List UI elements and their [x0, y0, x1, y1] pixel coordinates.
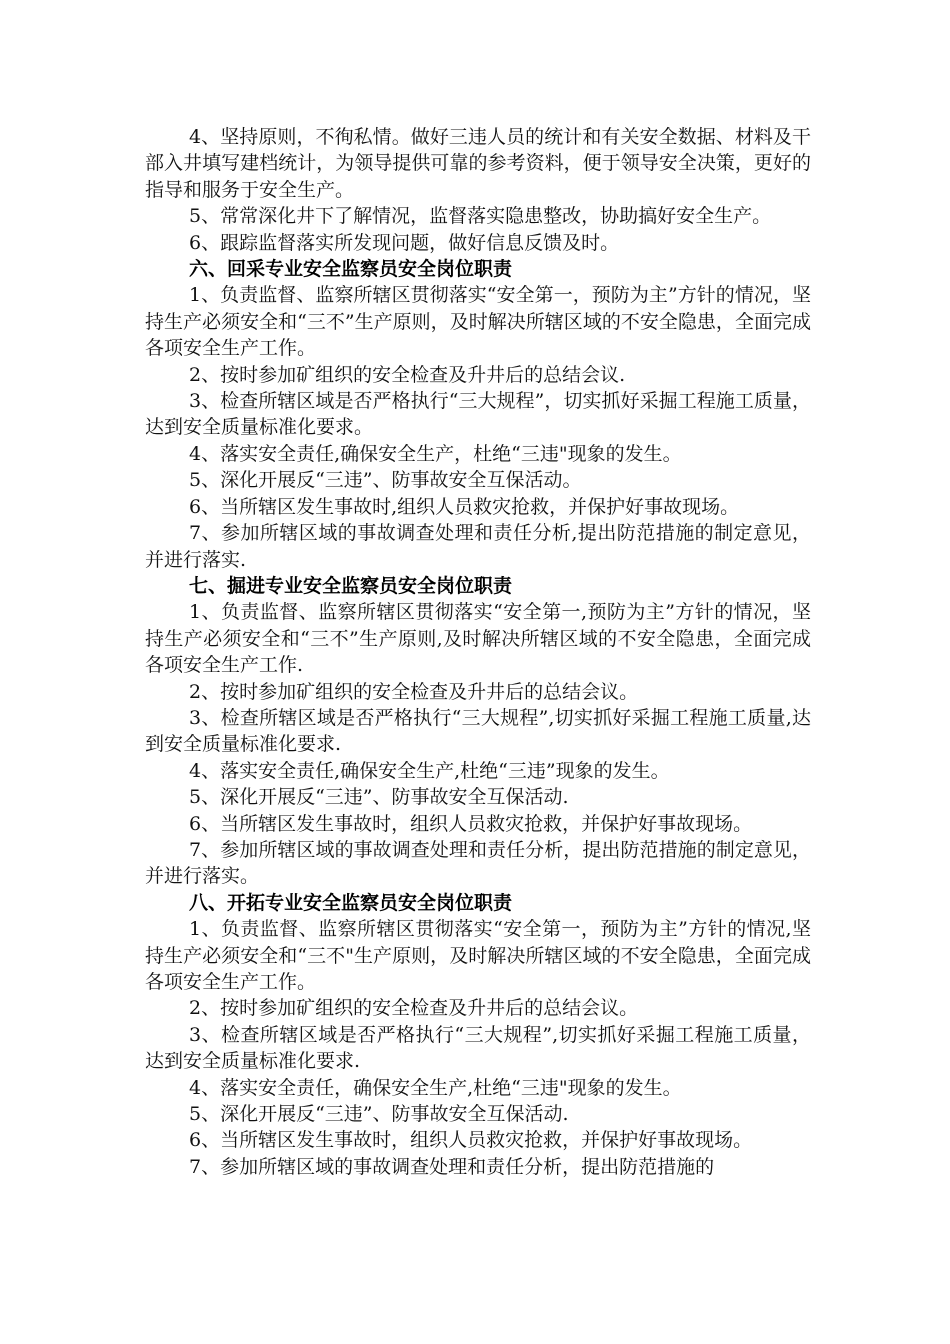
section-6-item-2: 2、按时参加矿组织的安全检查及升井后的总结会议.	[189, 363, 626, 386]
section-8-item-1: 1、负责监督、监察所辖区贯彻落实“安全第一，预防为主”方针的情况,坚持生产必须安全和“三不"生产原则，及时解决所辖区域的不安全隐患，全面完成各项安全生产工作。	[145, 918, 811, 993]
section-7-item-5: 5、深化开展反“三违”、防事故安全互保活动.	[189, 786, 569, 809]
section-6-item-7: 7、参加所辖区域的事故调查处理和责任分析,提出防范措施的制定意见，并进行落实.	[145, 522, 811, 571]
section-7-item-4: 4、落实安全责任,确保安全生产,杜绝“三违”现象的发生。	[189, 759, 670, 782]
section-6-item-1: 1、负责监督、监察所辖区贯彻落实“安全第一，预防为主”方针的情况，坚持生产必须安全和“三不”生产原则，及时解决所辖区域的不安全隐患，全面完成各项安全生产工作。	[145, 284, 811, 360]
section-8-item-4: 4、落实安全责任，确保安全生产,杜绝“三违"现象的发生。	[189, 1076, 682, 1099]
section-8-item-6: 6、当所辖区发生事故时，组织人员救灾抢救，并保护好事故现场。	[189, 1129, 753, 1152]
section-heading-8: 八、开拓专业安全监察员安全岗位职责	[189, 891, 513, 914]
section-7-item-1: 1、负责监督、监察所辖区贯彻落实“安全第一,预防为主”方针的情况，坚持生产必须安全和“三不”生产原则,及时解决所辖区域的不安全隐患，全面完成各项安全生产工作.	[145, 601, 811, 677]
section-6-item-6: 6、当所辖区发生事故时,组织人员救灾抢救，并保护好事故现场。	[189, 495, 740, 518]
section-7-item-3: 3、检查所辖区域是否严格执行“三大规程”,切实抓好采掘工程施工质量,达到安全质量标准化要求.	[145, 706, 811, 756]
section-heading-7: 七、掘进专业安全监察员安全岗位职责	[189, 574, 513, 597]
section-6-item-3: 3、检查所辖区域是否严格执行“三大规程”，切实抓好采掘工程施工质量，达到安全质量标准化要求。	[145, 390, 811, 439]
intro-item: 5、常常深化井下了解情况，监督落实隐患整改，协助搞好安全生产。	[189, 205, 772, 228]
section-heading-6: 六、回采专业安全监察员安全岗位职责	[189, 258, 513, 281]
intro-item: 4、坚持原则，不徇私情。做好三违人员的统计和有关安全数据、材料及干部入井填写建档统计，为领导提供可靠的参考资料，便于领导安全决策，更好的指导和服务于安全生产。	[145, 126, 811, 201]
section-8-item-3: 3、检查所辖区域是否严格执行“三大规程”,切实抓好采掘工程施工质量，达到安全质量标准化要求.	[145, 1023, 811, 1073]
section-7-item-7: 7、参加所辖区域的事故调查处理和责任分析，提出防范措施的制定意见，并进行落实。	[145, 838, 811, 888]
section-6-item-4: 4、落实安全责任,确保安全生产，杜绝“三违"现象的发生。	[189, 442, 682, 465]
intro-item: 6、跟踪监督落实所发现问题，做好信息反馈及时。	[189, 231, 620, 254]
section-6-item-5: 5、深化开展反“三违”、防事故安全互保活动。	[189, 469, 582, 492]
section-8-item-5: 5、深化开展反“三违”、防事故安全互保活动.	[189, 1103, 569, 1126]
section-7-item-6: 6、当所辖区发生事故时，组织人员救灾抢救，并保护好事故现场。	[189, 812, 753, 835]
section-8-item-2: 2、按时参加矿组织的安全检查及升井后的总结会议。	[189, 997, 639, 1020]
document-body	[145, 124, 811, 1180]
section-7-item-2: 2、按时参加矿组织的安全检查及升井后的总结会议。	[189, 680, 639, 703]
section-8-item-7: 7、参加所辖区域的事故调查处理和责任分析，提出防范措施的	[189, 1155, 715, 1178]
